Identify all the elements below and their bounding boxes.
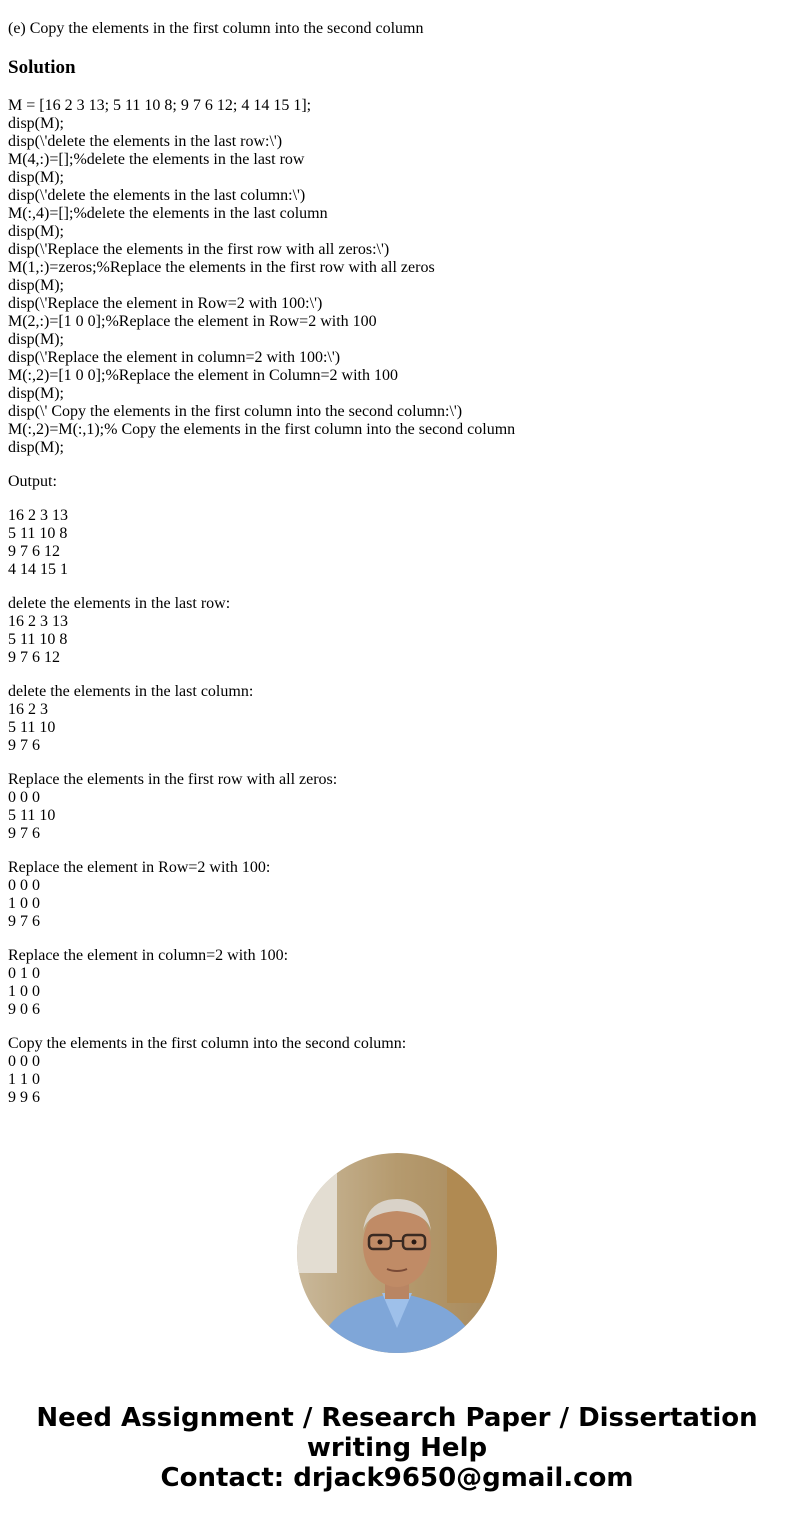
output-line: Replace the element in column=2 with 100: — [8, 947, 289, 964]
output-line: 9 7 6 — [8, 825, 40, 842]
output-line: 9 9 6 — [8, 1089, 40, 1106]
code-line: disp(\'delete the elements in the last row:\') — [8, 133, 283, 150]
code-block — [8, 97, 515, 457]
code-line: M = [16 2 3 13; 5 11 10 8; 9 7 6 12; 4 14 15 1]; — [8, 97, 312, 114]
output-label: Output: — [8, 473, 57, 490]
author-avatar — [297, 1153, 497, 1353]
output-line: 9 7 6 — [8, 913, 40, 930]
code-line: disp(\'delete the elements in the last column:\') — [8, 187, 306, 204]
output-line: 9 0 6 — [8, 1001, 40, 1018]
output-line: 5 11 10 8 — [8, 525, 68, 542]
output-line: 4 14 15 1 — [8, 561, 68, 578]
code-line: M(:,2)=[1 0 0];%Replace the element in Column=2 with 100 — [8, 367, 398, 384]
output-line: 5 11 10 8 — [8, 631, 68, 648]
output-line: 9 7 6 — [8, 737, 40, 754]
code-line: disp(M); — [8, 169, 64, 186]
output-line: Copy the elements in the first column into the second column: — [8, 1035, 407, 1052]
output-line: 1 0 0 — [8, 895, 40, 912]
output-line: 16 2 3 13 — [8, 613, 68, 630]
output-block — [8, 947, 288, 1019]
output-line: 0 0 0 — [8, 877, 40, 894]
code-line: disp(\'Replace the element in column=2 with 100:\') — [8, 349, 341, 366]
code-line: disp(M); — [8, 115, 64, 132]
output-line: delete the elements in the last row: — [8, 595, 231, 612]
output-block — [8, 683, 253, 755]
output-line: Replace the elements in the first row with all zeros: — [8, 771, 338, 788]
code-line: M(:,4)=[];%delete the elements in the last column — [8, 205, 328, 222]
output-line: 9 7 6 12 — [8, 649, 60, 666]
output-line: 0 1 0 — [8, 965, 40, 982]
footer-contact — [0, 1403, 794, 1493]
footer-line-2: writing Help — [306, 1433, 488, 1463]
output-line: 1 0 0 — [8, 983, 40, 1000]
code-line: disp(M); — [8, 277, 64, 294]
output-block — [8, 859, 270, 931]
output-line: delete the elements in the last column: — [8, 683, 254, 700]
solution-heading: Solution — [8, 57, 76, 78]
output-line: 16 2 3 — [8, 701, 48, 718]
output-line: 1 1 0 — [8, 1071, 40, 1088]
output-block — [8, 507, 68, 579]
code-line: disp(M); — [8, 385, 64, 402]
output-line: 5 11 10 — [8, 719, 56, 736]
output-line: 5 11 10 — [8, 807, 56, 824]
author-photo-icon — [297, 1153, 497, 1353]
code-line: M(2,:)=[1 0 0];%Replace the element in Row=2 with 100 — [8, 313, 377, 330]
output-line: Replace the element in Row=2 with 100: — [8, 859, 271, 876]
footer-line-3: Contact: drjack9650@gmail.com — [160, 1463, 634, 1493]
output-line: 16 2 3 13 — [8, 507, 68, 524]
code-line: disp(M); — [8, 223, 64, 240]
code-line: disp(\'Replace the elements in the first row with all zeros:\') — [8, 241, 390, 258]
code-line: M(4,:)=[];%delete the elements in the last row — [8, 151, 305, 168]
output-line: 0 0 0 — [8, 789, 40, 806]
code-line: disp(\'Replace the element in Row=2 with 100:\') — [8, 295, 323, 312]
code-line: M(1,:)=zeros;%Replace the elements in the first row with all zeros — [8, 259, 435, 276]
code-line: disp(\' Copy the elements in the first column into the second column:\') — [8, 403, 463, 420]
code-line: disp(M); — [8, 331, 64, 348]
code-line: M(:,2)=M(:,1);% Copy the elements in the first column into the second column — [8, 421, 516, 438]
question-part-e: (e) Copy the elements in the first column into the second column — [8, 20, 424, 37]
code-line: disp(M); — [8, 439, 64, 456]
footer-line-1: Need Assignment / Research Paper / Dissertation — [36, 1403, 758, 1433]
output-block — [8, 595, 230, 667]
output-line: 9 7 6 12 — [8, 543, 60, 560]
output-block — [8, 1035, 406, 1107]
output-line: 0 0 0 — [8, 1053, 40, 1070]
output-block — [8, 771, 337, 843]
